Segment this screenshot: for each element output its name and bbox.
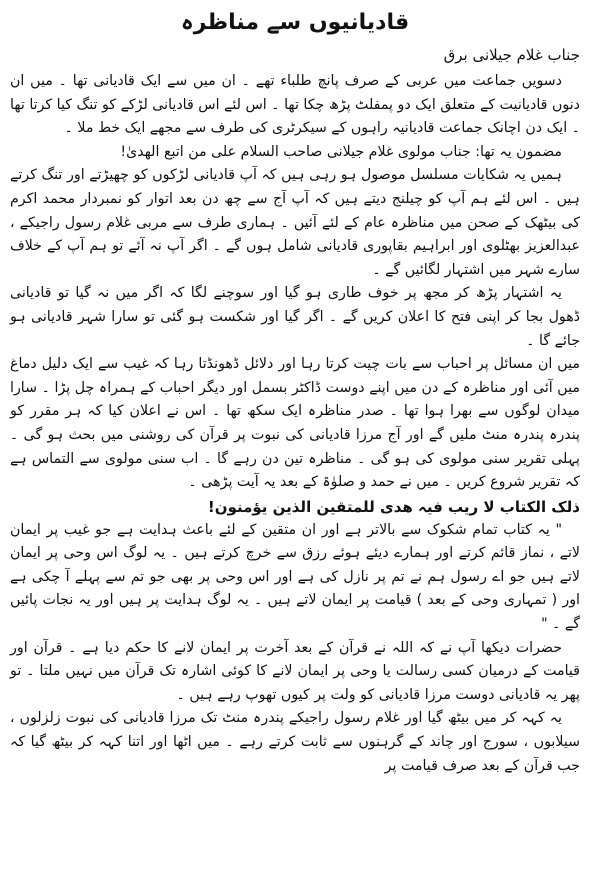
paragraph: حضرات دیکھا آپ نے کہ اللہ نے قرآن کے بعد آخرت پر ایمان لانے کا حکم دیا ہے ۔ قرآن اور قیامت کے درمیان کسی رسالت یا وحی پر ایمان لانے کا کوئی اشارہ تک قرآن میں نہیں ملتا ۔ تو پھر یہ قادیانی دوست مرزا قادیانی کو ولت پر کیوں تھوپ رہے ہیں ۔ (10, 639, 580, 703)
article-title: قادیانیوں سے مناظرہ (180, 10, 410, 35)
paragraph: مضمون یہ تھا: جناب مولوی غلام جیلانی صاحب السلام علی من اتبع الھدیٰ! (120, 143, 562, 160)
verse-translation: " یہ کتاب تمام شکوک سے بالاتر ہے اور ان متقین کے لئے باعث ہدایت ہے جو غیب پر ایمان لاتے ، نماز قائم کرتے اور ہمارے دیئے ہوئے رزق سے خرچ کرتے ہیں ۔ یہ لوگ اس وحی پر ایمان لاتے ہیں جو اے رسول ہم نے تم پر نازل کی ہے اور اس وحی پر بھی جو تم سے پہلے آ چکی ہے اور ( تمہاری وحی کے بعد ) قیامت پر ایمان لاتے ہیں ۔ یہ لوگ ہدایت پر ہیں اور یہ نجات پائیں گے ۔ " (10, 521, 580, 633)
paragraph: میں ان مسائل پر احباب سے بات چیت کرتا رہا اور دلائل ڈھونڈتا رہا کہ غیب سے ایک دلیل دماغ میں آئی اور مناظرہ کے دن میں اپنے دوست ڈاکٹر بسمل اور دیگر احباب کے ہمراہ چل پڑا ۔ سارا میدان لوگوں سے بھرا ہوا تھا ۔ صدر مناظرہ ایک سکھ تھا ۔ اس نے اعلان کیا کہ ہر مقرر کو پندرہ پندرہ منٹ ملیں گے اور آج مرزا قادیانی کی نبوت پر قرآن کی روشنی میں بحث ہو گی ۔ پہلی تقریر سنی مولوی کی ہو گی ۔ مناظرہ تین دن رہے گا ۔ اب سنی مولوی سے التماس ہے کہ تقریر شروع کریں ۔ میں نے حمد و صلوٰۃ کے بعد یہ آیت پڑھی ۔ (10, 356, 580, 491)
paragraph: یہ اشتہار پڑھ کر مجھ پر خوف طاری ہو گیا اور سوچنے لگا کہ اگر میں نہ گیا تو قادیانی ڈھول بجا کر اپنی فتح کا اعلان کریں گے ۔ اگر گیا اور شکست ہو گئی تو سارا شہر قادیانی ہو جائے گا ۔ (10, 285, 580, 349)
quranic-verse: ذلک الکتاب لا ریب فیہ ھدی للمتقین الذین یؤمنون! (207, 497, 580, 516)
paragraph: ہمیں یہ شکایات مسلسل موصول ہو رہی ہیں کہ آپ قادیانی لڑکوں کو چھیڑتے اور تنگ کرتے ہیں ۔ اس لئے ہم آپ کو چیلنج دیتے ہیں کہ آپ آج سے چھ دن بعد اتوار کو نمبردار محمد اکرم کی بیٹھک کے صحن میں مناظرہ عام کے لئے آئیں ۔ ہماری طرف سے مربی غلام رسول راجیکے ، عبدالعزیز بھٹلوی اور ابراہیم بقاپوری قادیانی شامل ہوں گے ۔ اگر آپ نہ آئے تو ہم آپ کے خلاف سارے شہر میں اشتہار لگائیں گے ۔ (10, 167, 580, 278)
paragraph: یہ کہہ کر میں بیٹھ گیا اور غلام رسول راجیکے پندرہ منٹ تک مرزا قادیانی کی نبوت زلزلوں ، سیلابوں ، سورج اور چاند کے گرہنوں سے ثابت کرتے رہے ۔ میں اٹھا اور اتنا کہہ کر بیٹھ گیا کہ جب قرآن کے بعد صرف قیامت پر (10, 710, 580, 774)
paragraph: دسویں جماعت میں عربی کے صرف پانچ طلباء تھے ۔ ان میں سے ایک قادیانی تھا ۔ میں ان دنوں قادیانیت کے متعلق ایک دو پمفلٹ پڑھ چکا تھا ۔ اس لئے اس قادیانی لڑکے کو تنگ کیا کرتا تھا ۔ ایک دن اچانک جماعت قادیانیہ راہوں کے سیکرٹری کی طرف سے مجھے ایک خط ملا ۔ (10, 73, 580, 137)
article-author: جناب غلام جیلانی برق (443, 46, 580, 64)
